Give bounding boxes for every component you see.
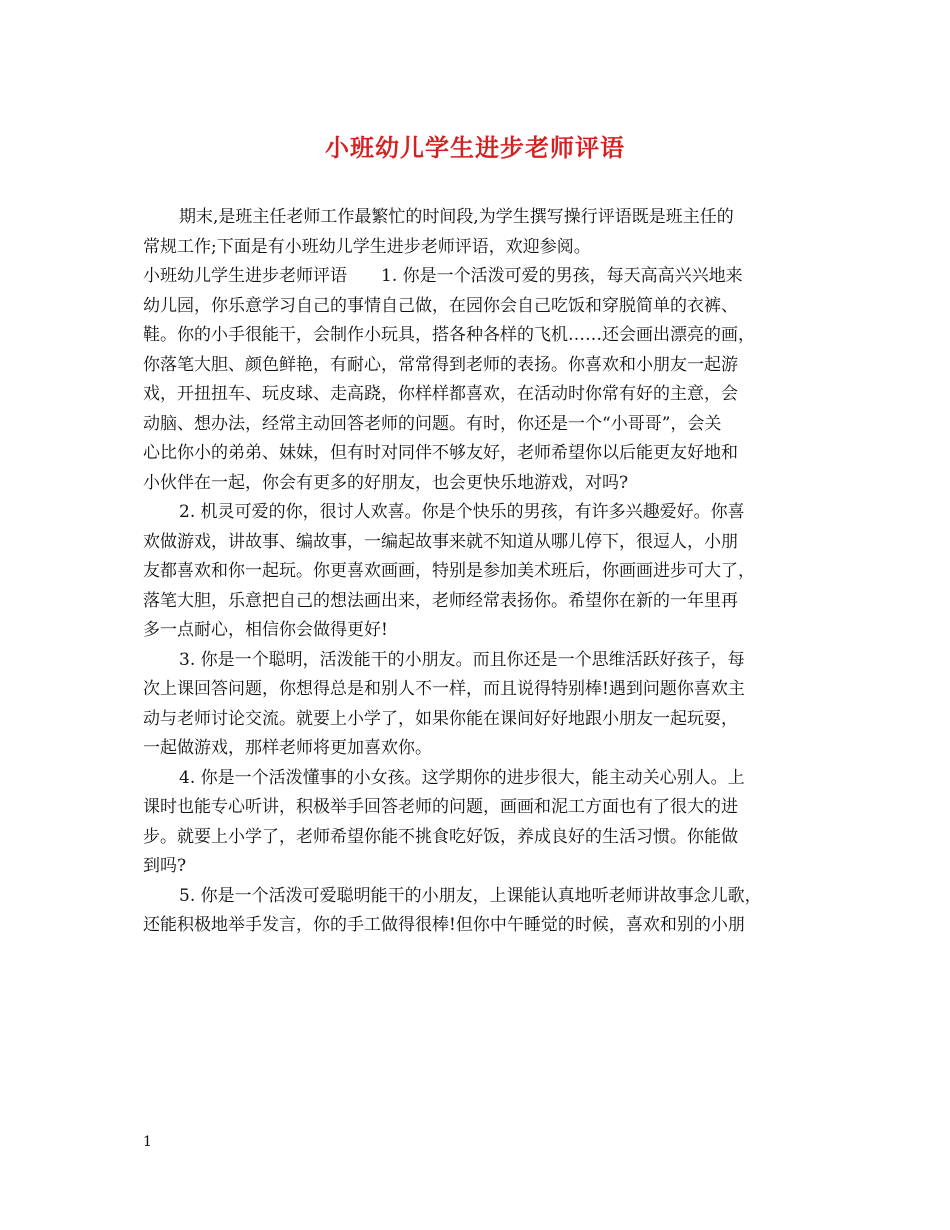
text-line: 5. 你是一个活泼可爱聪明能干的小朋友，上课能认真地听老师讲故事念儿歌，: [179, 885, 762, 906]
text-line: 小伙伴在一起，你会有更多的好朋友，也会更快乐地游戏，对吗?: [143, 472, 629, 493]
text-line: 到吗?: [143, 856, 187, 876]
text-line: 鞋。你的小手很能干，会制作小玩具，搭各种各样的飞机……还会画出漂亮的画，: [143, 325, 755, 345]
text-line: 多一点耐心，相信你会做得更好!: [143, 620, 388, 640]
text-line: 落笔大胆，乐意把自己的想法画出来，老师经常表扬你。希望你在新的一年里再: [143, 590, 738, 611]
text-line: 友都喜欢和你一起玩。你更喜欢画画，特别是参加美术班后，你画画进步可大了，: [143, 561, 755, 581]
text-line: 戏，开扭扭车、玩皮球、走高跷，你样样都喜欢，在活动时你常有好的主意，会: [143, 384, 738, 404]
text-line: 次上课回答问题，你想得总是和别人不一样，而且说得特别棒!遇到问题你喜欢主: [143, 679, 745, 699]
document-body: [143, 203, 809, 941]
text-line: 常规工作;下面是有小班幼儿学生进步老师评语，欢迎参阅。: [143, 236, 591, 257]
text-line: 4. 你是一个活泼懂事的小女孩。这学期你的进步很大，能主动关心别人。上: [179, 767, 745, 788]
text-line: 幼儿园，你乐意学习自己的事情自己做，在园你会自己吃饭和穿脱简单的衣裤、: [143, 295, 738, 316]
text-line: 心比你小的弟弟、妹妹，但有时对同伴不够友好，老师希望你以后能更友好地和: [143, 443, 738, 463]
text-line: 你落笔大胆、颜色鲜艳，有耐心，常常得到老师的表扬。你喜欢和小朋友一起游: [143, 354, 738, 375]
text-line: 一起做游戏，那样老师将更加喜欢你。: [143, 738, 432, 758]
text-line: 小班幼儿学生进步老师评语 1. 你是一个活泼可爱的男孩，每天高高兴兴地来: [143, 266, 743, 286]
text-line: 3. 你是一个聪明，活泼能干的小朋友。而且你还是一个思维活跃好孩子，每: [179, 649, 745, 670]
text-line: 动脑、想办法，经常主动回答老师的问题。有时，你还是一个“小哥哥”，会关: [143, 413, 722, 434]
text-line: 期末,是班主任老师工作最繁忙的时间段,为学生撰写操行评语既是班主任的: [179, 207, 734, 227]
text-line: 欢做游戏，讲故事、编故事，一编起故事来就不知道从哪儿停下，很逗人，小朋: [143, 531, 738, 552]
text-line: 动与老师讨论交流。就要上小学了，如果你能在课间好好地跟小朋友一起玩耍，: [143, 708, 738, 729]
document-title: 小班幼儿学生进步老师评语: [325, 133, 625, 162]
text-line: 还能积极地举手发言，你的手工做得很棒!但你中午睡觉的时候，喜欢和别的小朋: [143, 915, 745, 935]
text-line: 步。就要上小学了，老师希望你能不挑食吃好饭，养成良好的生活习惯。你能做: [143, 826, 738, 847]
text-line: 课时也能专心听讲，积极举手回答老师的问题，画画和泥工方面也有了很大的进: [143, 797, 738, 817]
page-number: 1: [143, 1134, 152, 1150]
text-line: 2. 机灵可爱的你，很讨人欢喜。你是个快乐的男孩，有许多兴趣爱好。你喜: [179, 502, 745, 522]
